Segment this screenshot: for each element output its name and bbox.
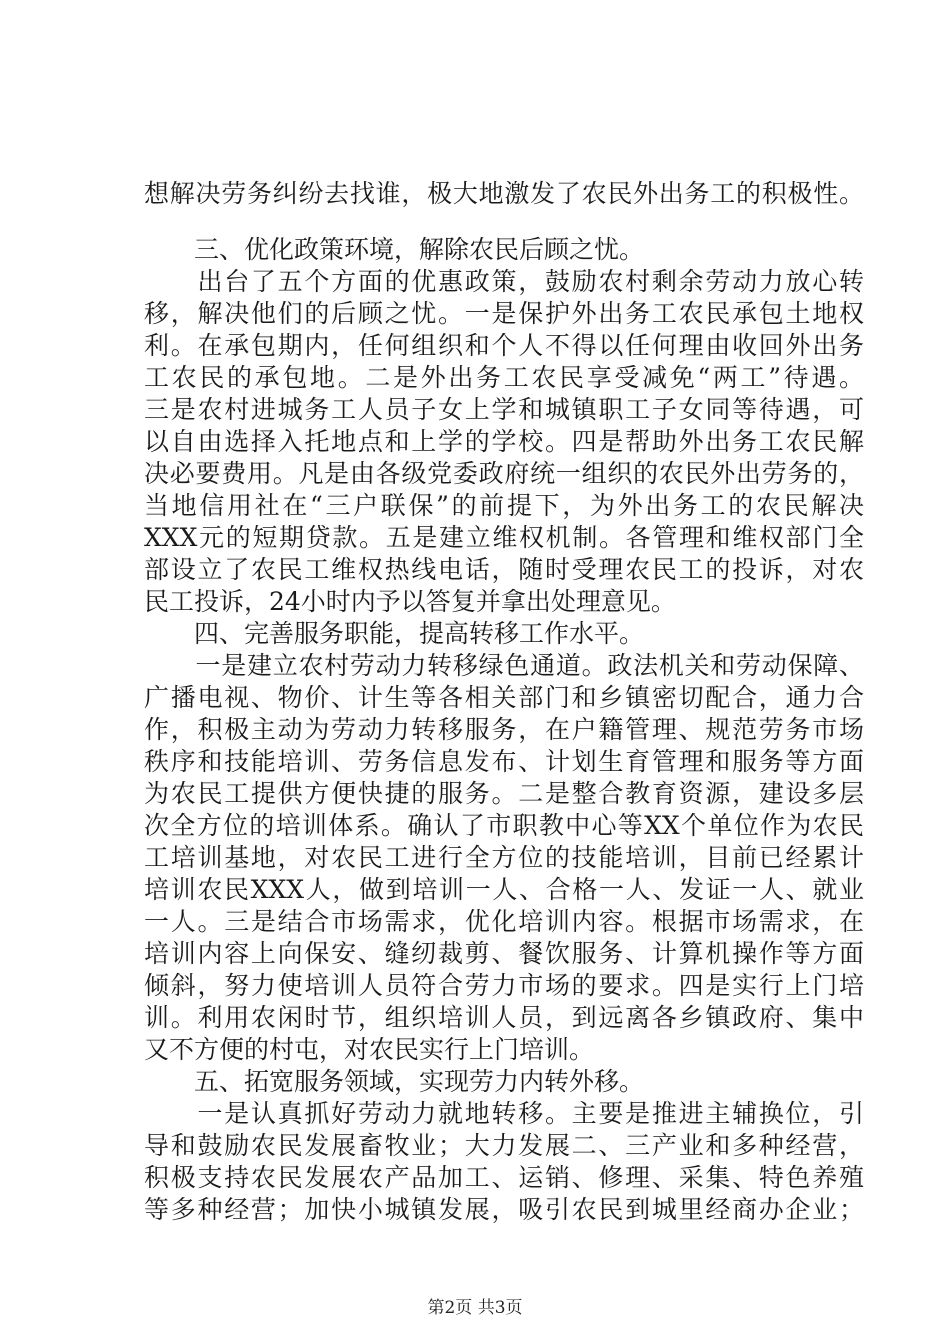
text-line: 积极支持农民发展农产品加工、运销、修理、采集、特色养殖 bbox=[144, 1163, 864, 1192]
text-line: 当地信用社在“三户联保”的前提下，为外出务工的农民解决 bbox=[144, 491, 864, 520]
text-line: 作，积极主动为劳动力转移服务，在户籍管理、规范劳务市场 bbox=[144, 715, 864, 744]
text-line: 决必要费用。凡是由各级党委政府统一组织的农民外出劳务的， bbox=[144, 459, 864, 488]
text-line: 培训农民XXX人，做到培训一人、合格一人、发证一人、就业 bbox=[144, 875, 864, 904]
text-line: 训。利用农闲时节，组织培训人员，到远离各乡镇政府、集中 bbox=[144, 1003, 864, 1032]
text-line: XXX元的短期贷款。五是建立维权机制。各管理和维权部门全 bbox=[144, 523, 864, 552]
text-line: 次全方位的培训体系。确认了市职教中心等XX个单位作为农民 bbox=[144, 811, 864, 840]
text-line: 移，解决他们的后顾之忧。一是保护外出务工农民承包土地权 bbox=[144, 299, 864, 328]
text-line: 培训内容上向保安、缝纫裁剪、餐饮服务、计算机操作等方面 bbox=[144, 939, 864, 968]
text-line: 等多种经营；加快小城镇发展，吸引农民到城里经商办企业； bbox=[144, 1195, 864, 1224]
text-line: 想解决劳务纠纷去找谁，极大地激发了农民外出务工的积极性。 bbox=[144, 179, 864, 208]
text-line: 工农民的承包地。二是外出务工农民享受减免“两工”待遇。 bbox=[144, 363, 864, 392]
text-line: 部设立了农民工维权热线电话，随时受理农民工的投诉，对农 bbox=[144, 555, 864, 584]
text-line: 又不方便的村屯，对农民实行上门培训。 bbox=[144, 1035, 595, 1064]
text-line: 民工投诉，24小时内予以答复并拿出处理意见。 bbox=[144, 587, 676, 616]
section-heading: 四、完善服务职能，提高转移工作水平。 bbox=[144, 619, 645, 648]
text-line: 导和鼓励农民发展畜牧业；大力发展二、三产业和多种经营， bbox=[144, 1131, 864, 1160]
text-line: 一是建立农村劳动力转移绿色通道。政法机关和劳动保障、 bbox=[144, 651, 864, 680]
text-line: 利。在承包期内，任何组织和个人不得以任何理由收回外出务 bbox=[144, 331, 864, 360]
text-line: 广播电视、物价、计生等各相关部门和乡镇密切配合，通力合 bbox=[144, 683, 864, 712]
section-heading: 三、优化政策环境，解除农民后顾之忧。 bbox=[144, 235, 645, 264]
text-line: 三是农村进城务工人员子女上学和城镇职工子女同等待遇，可 bbox=[144, 395, 864, 424]
text-line: 为农民工提供方便快捷的服务。二是整合教育资源，建设多层 bbox=[144, 779, 864, 808]
text-line: 一是认真抓好劳动力就地转移。主要是推进主辅换位，引 bbox=[144, 1099, 864, 1128]
text-line: 出台了五个方面的优惠政策，鼓励农村剩余劳动力放心转 bbox=[144, 267, 864, 296]
text-line: 工培训基地，对农民工进行全方位的技能培训，目前已经累计 bbox=[144, 843, 864, 872]
text-line: 倾斜，努力使培训人员符合劳力市场的要求。四是实行上门培 bbox=[144, 971, 864, 1000]
text-line: 以自由选择入托地点和上学的学校。四是帮助外出务工农民解 bbox=[144, 427, 864, 456]
section-heading: 五、拓宽服务领域，实现劳力内转外移。 bbox=[144, 1067, 645, 1096]
page-footer: 第2页 共3页 bbox=[427, 1298, 523, 1318]
text-line: 一人。三是结合市场需求，优化培训内容。根据市场需求，在 bbox=[144, 907, 864, 936]
text-line: 秩序和技能培训、劳务信息发布、计划生育管理和服务等方面 bbox=[144, 747, 864, 776]
